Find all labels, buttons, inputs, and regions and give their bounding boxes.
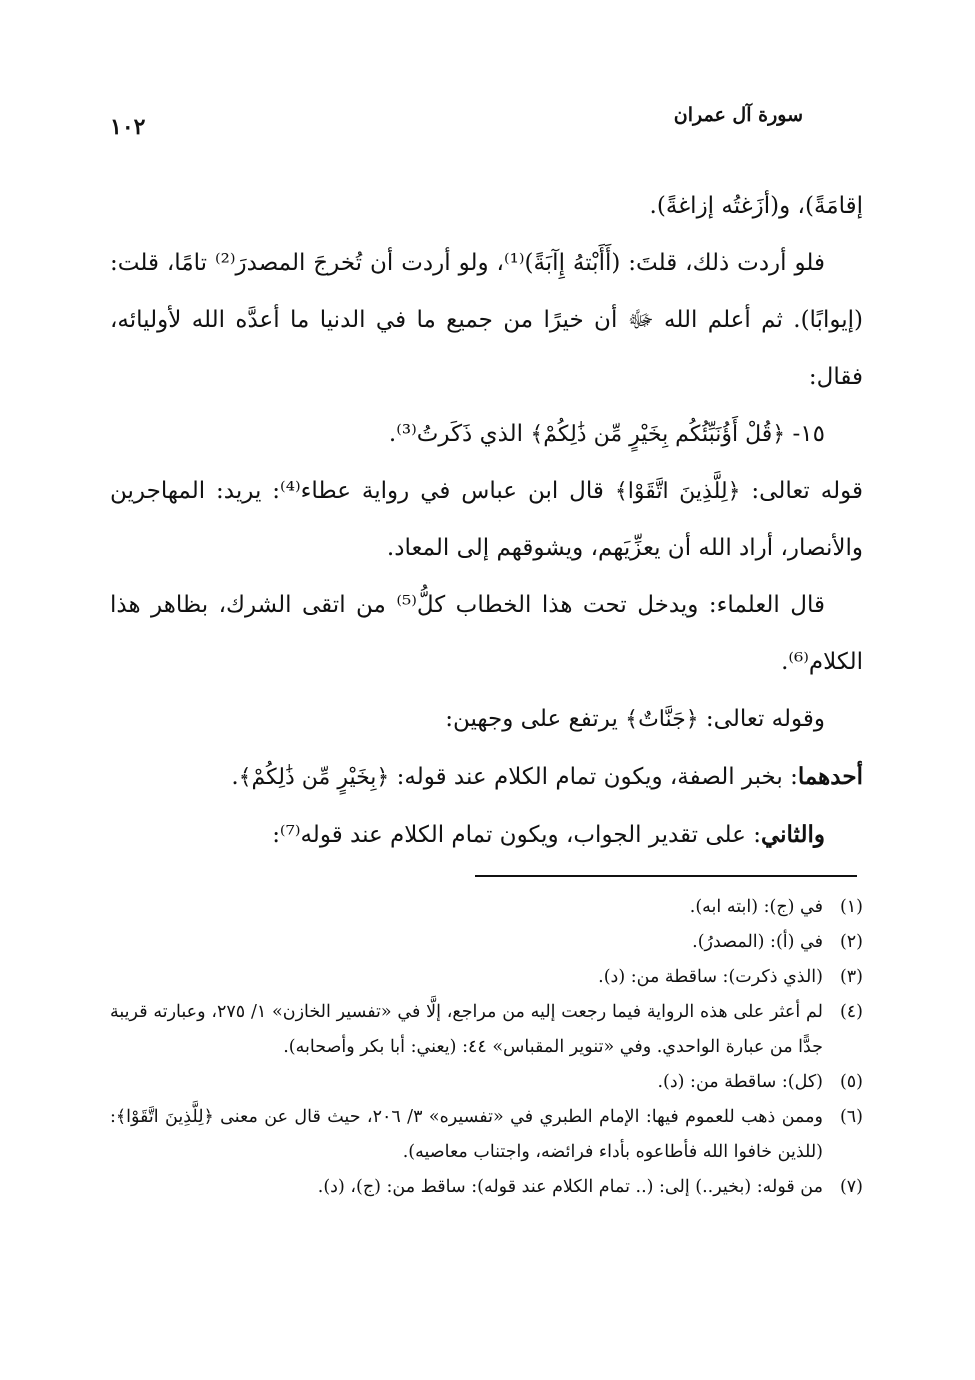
footnote-text: (كل): ساقطة من: (د). [657,1072,823,1092]
footnote-number: (٤) [839,1002,863,1022]
paragraph-8-text: : على تقدير الجواب، ويكون تمام الكلام عند قوله⁽⁷⁾: [272,822,761,848]
footnote-number: (٦) [839,1107,863,1127]
quran-quote: ﴿جَنَّاتٌ﴾ [625,707,699,732]
page-title: سورة آل عمران [673,104,803,126]
footnote-item [110,1065,863,1100]
paragraph-1: إقامَةً)، و(أزَغتُه إزاغةً). [649,193,863,219]
footnote-item [110,1170,863,1205]
paragraph-6 [110,691,863,748]
footnote-text: لم أعثر على هذه الرواية فيما رجعت إليه من مراجع، إلَّا في «تفسير الخازن» ١/ ٢٧٥، وعبارته قريبة جدًّا من عبارة الواحدي. وفي «تنوير المقباس» ٤٤: (يعني: أبا بكر وأصحابه). [110,1002,823,1057]
paragraph-2: فلو أردت ذلك، قلتَ: (أَأَبْتهُ إِآبَةً)⁽¹⁾، ولو أردت أن تُخرجَ المصدرَ⁽²⁾ تامًا، قلت: (إيوابًا). ثم أعلم الله ﷻ أن خيرًا من جميع ما في الدنيا ما أعدَّه الله لأوليائه، فقال: [110,250,863,390]
footnote-text: من قوله: (بخير..) إلى: (.. تمام الكلام عند قوله): ساقط من: (ج)، (د). [317,1177,823,1197]
paragraph-6-text: يرتفع على وجهين: [445,706,626,732]
main-text [110,178,863,864]
page-header [110,100,875,150]
first-aspect-label: أحدهما [797,763,863,790]
paragraph-6-intro: وقوله تعالى: [698,706,825,732]
paragraph-5: قال العلماء: ويدخل تحت هذا الخطاب كلُّ⁽⁵⁾ من اتقى الشرك، بظاهر هذا الكلام⁽⁶⁾. [110,592,863,675]
footnote-item [110,890,863,925]
paragraph-4-text: قال ابن عباس في رواية عطاء⁽⁴⁾: يريد: المهاجرين والأنصار، أراد الله أن يعزِّيَهم، ويشوقهم إلى المعاد. [110,478,863,561]
footnote-text: (الذي ذكرت): ساقطة من: (د). [598,967,823,987]
footnote-text: في (ج): (ابته ابه). [689,897,823,917]
second-aspect-label: والثاني [760,821,825,848]
footnote-item [110,1100,863,1170]
footnote-number: (٣) [839,967,863,987]
paragraph-7-text: : بخبر الصفة، ويكون تمام الكلام عند قوله: [389,764,798,790]
footnote-text: في (أ): (المصدرُ). [692,932,823,952]
paragraph-7 [110,748,863,806]
paragraph-7-end: . [231,764,239,790]
quran-quote: ﴿قُلْ أَؤُنَبِّئُكُم بِخَيْرٍ مِّن ذَٰلِكُمْ﴾ [530,422,786,447]
quran-quote: ﴿بِخَيْرٍ مِّن ذَٰلِكُمْ﴾ [238,765,390,790]
quran-quote: ﴿لِلَّذِينَ اتَّقَوْا﴾ [614,479,741,504]
footnote-item [110,995,863,1065]
footnote-number: (٥) [839,1072,863,1092]
paragraph-4 [110,463,863,577]
footnote-number: (١) [839,897,863,917]
page-number: ١٠٢ [110,114,146,140]
footnote-item [110,925,863,960]
paragraph-4-intro: قوله تعالى: [740,478,863,504]
paragraph-8 [110,806,863,864]
footnote-item [110,960,863,995]
verse-number: ١٥- [785,421,825,447]
footnote-divider [475,875,857,877]
footnote-text: وممن ذهب للعموم فيها: الإمام الطبري في «تفسيره» ٣/ ٢٠٦، حيث قال عن معنى ﴿لِلَّذِينَ اتَّقَوْا﴾: (للذين خافوا الله فأطاعوه بأداء فرائضه، واجتناب معاصيه). [110,1107,823,1162]
footnotes [110,890,863,1205]
footnote-number: (٢) [839,932,863,952]
footnote-number: (٧) [839,1177,863,1197]
paragraph-3 [110,406,863,463]
paragraph-3-text: الذي ذَكَرتُ⁽³⁾. [388,421,531,447]
